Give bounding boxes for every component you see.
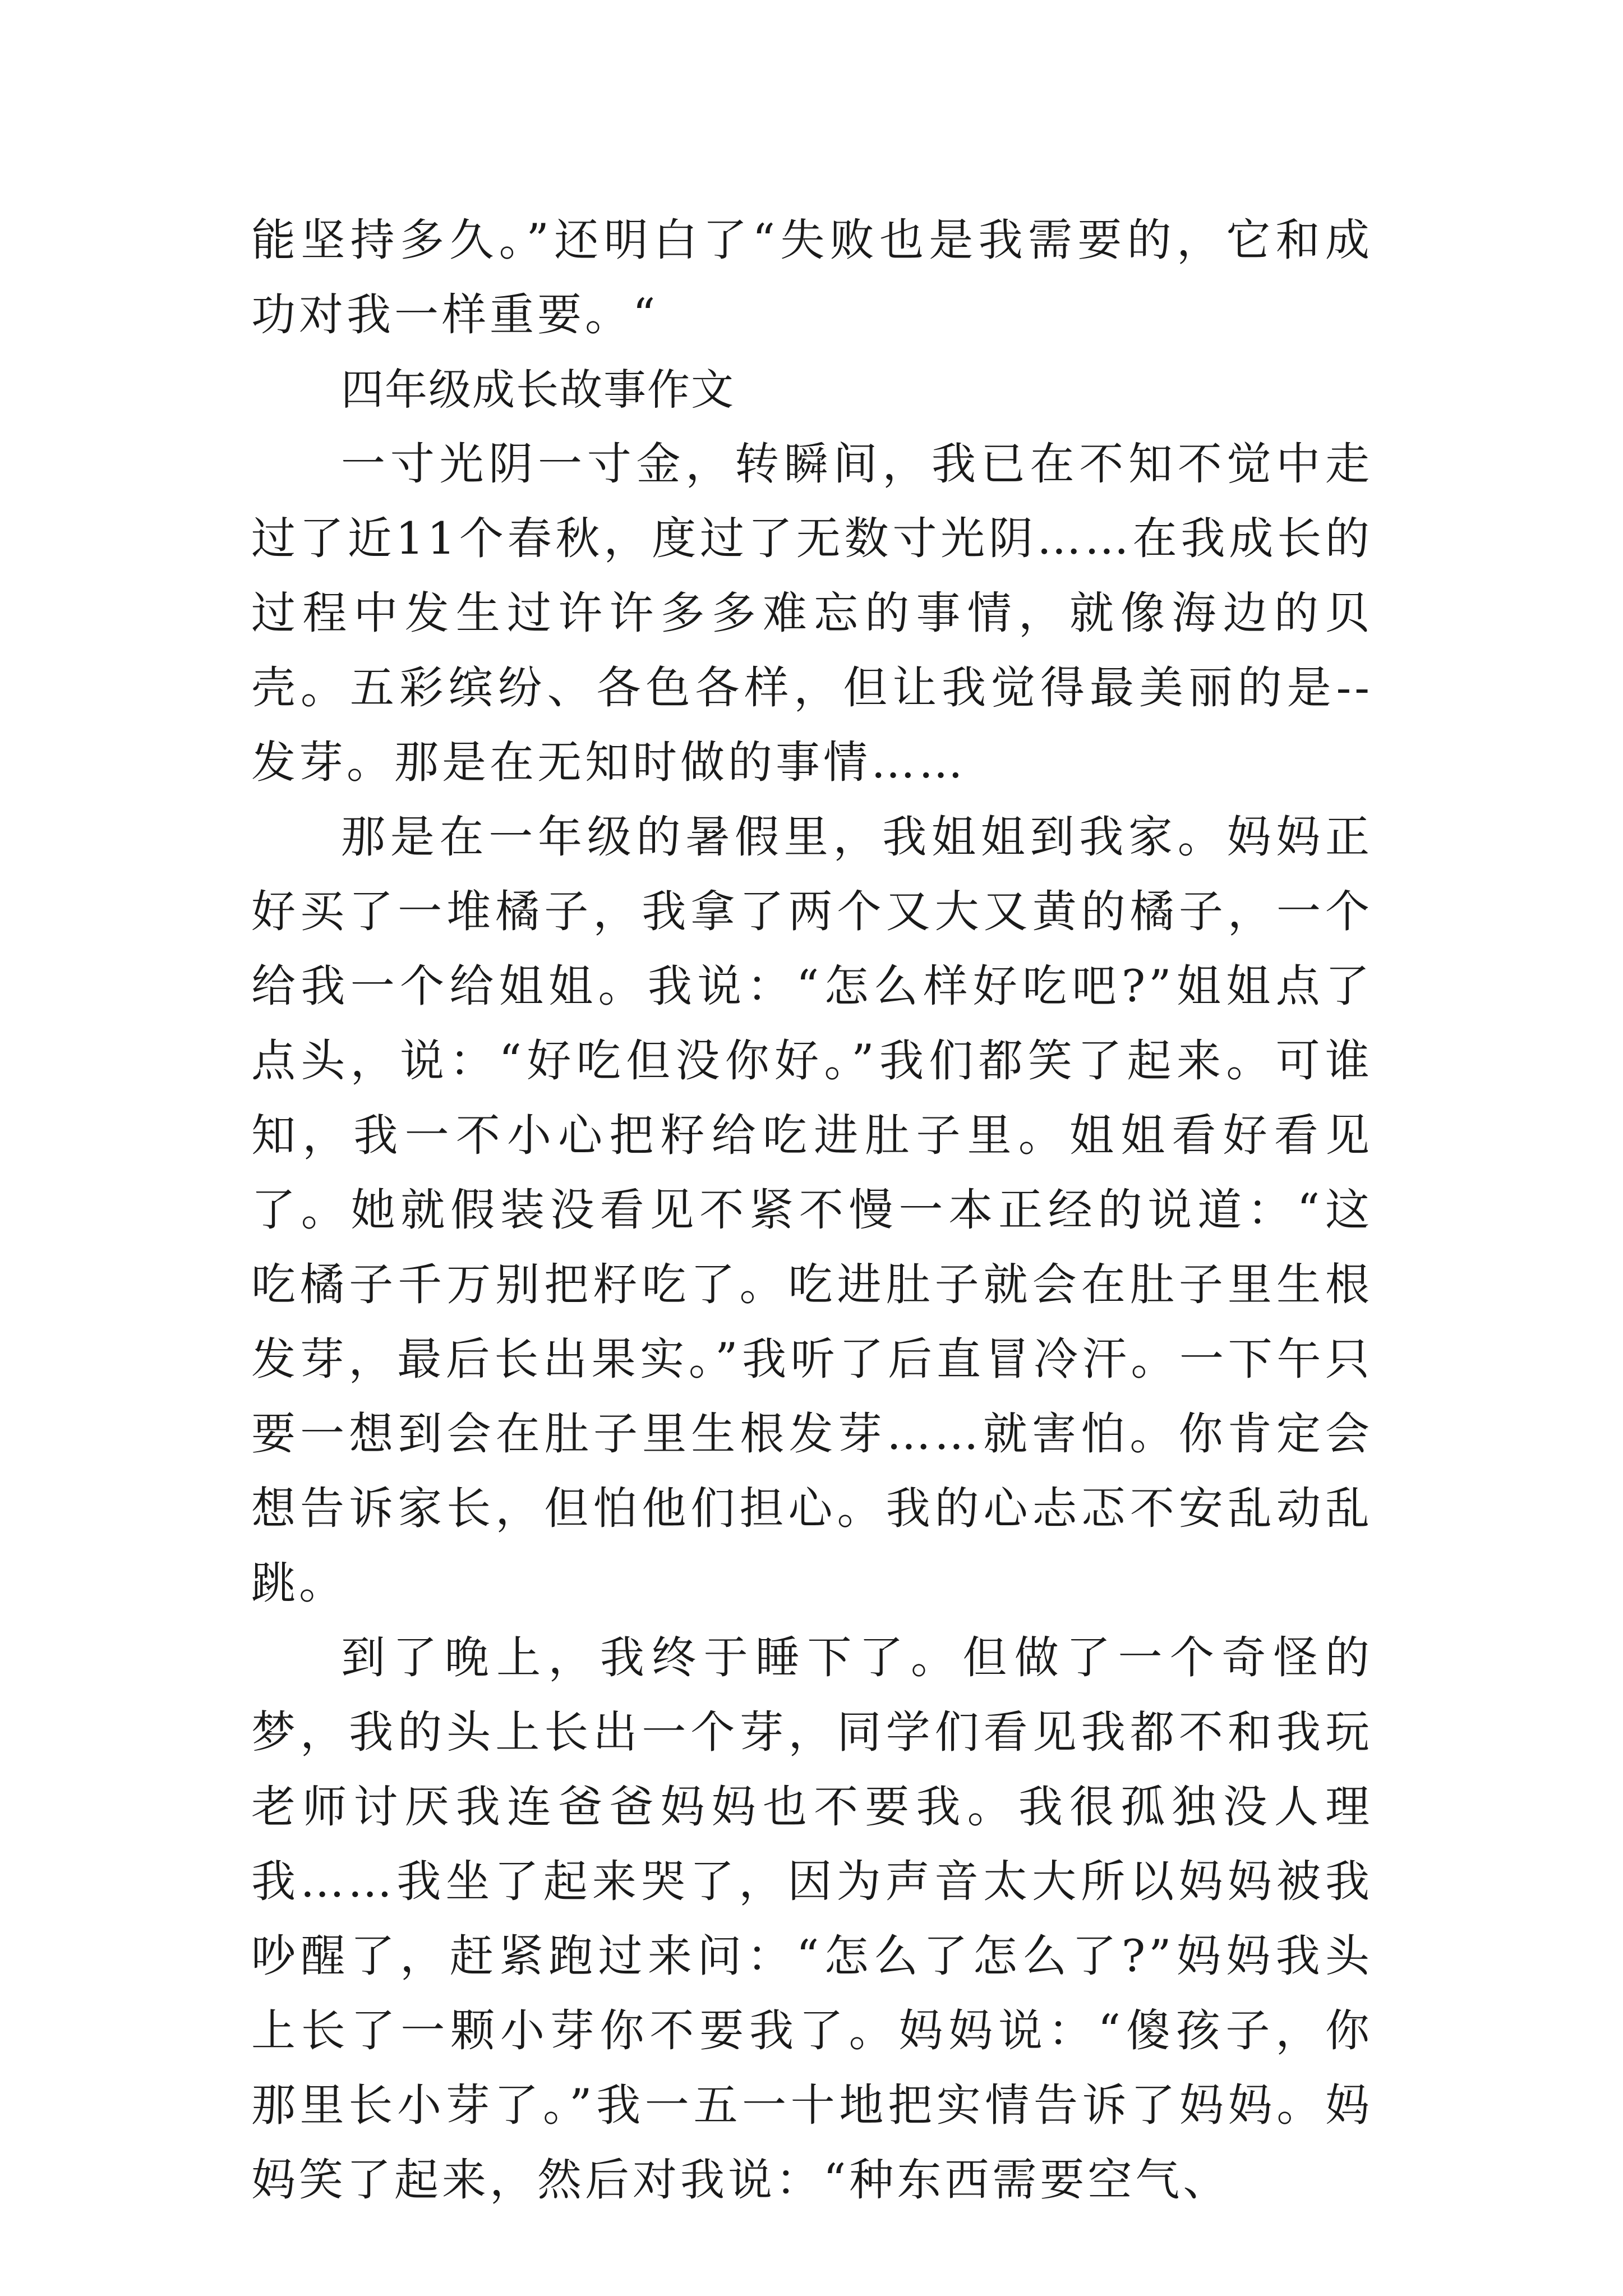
- paragraph-oranges: 那是在一年级的暑假里，我姐姐到我家。妈妈正好买了一堆橘子，我拿了两个又大又黄的橘子，一个给我一个给姐姐。我说：“怎么样好吃吧?”姐姐点了点头，说：“好吃但没你好。”我们都笑了起来。可谁知，我一不小心把籽给吃进肚子里。姐姐看好看见了。她就假装没看见不紧不慢一本正经的说道：“这吃橘子千万别把籽吃了。吃进肚子就会在肚子里生根发芽，最后长出果实。”我听了后直冒冷汗。一下午只要一想到会在肚子里生根发芽……就害怕。你肯定会想告诉家长，但怕他们担心。我的心忐忑不安乱动乱跳。: [251, 811, 1373, 1609]
- paragraph-intro: 一寸光阴一寸金，转瞬间，我已在不知不觉中走过了近11个春秋，度过了无数寸光阴……在我成长的过程中发生过许许多多难忘的事情，就像海边的贝壳。五彩缤纷、各色各样，但让我觉得最美丽的是--发芽。那是在无知时做的事情……: [251, 438, 1373, 788]
- paragraph-dream: 到了晚上，我终于睡下了。但做了一个奇怪的梦，我的头上长出一个芽，同学们看见我都不和我玩老师讨厌我连爸爸妈妈也不要我。我很孤独没人理我……我坐了起来哭了，因为声音太大所以妈妈被我吵醒了，赶紧跑过来问：“怎么了怎么了?”妈妈我头上长了一颗小芽你不要我了。妈妈说：“傻孩子，你那里长小芽了。”我一五一十地把实情告诉了妈妈。妈妈笑了起来，然后对我说：“种东西需要空气、: [251, 1632, 1373, 2206]
- essay-title: 四年级成长故事作文: [341, 365, 735, 415]
- paragraph-continuation: 能坚持多久。”还明白了“失败也是我需要的，它和成功对我一样重要。“: [251, 214, 1373, 341]
- essay-body: [251, 203, 1373, 2217]
